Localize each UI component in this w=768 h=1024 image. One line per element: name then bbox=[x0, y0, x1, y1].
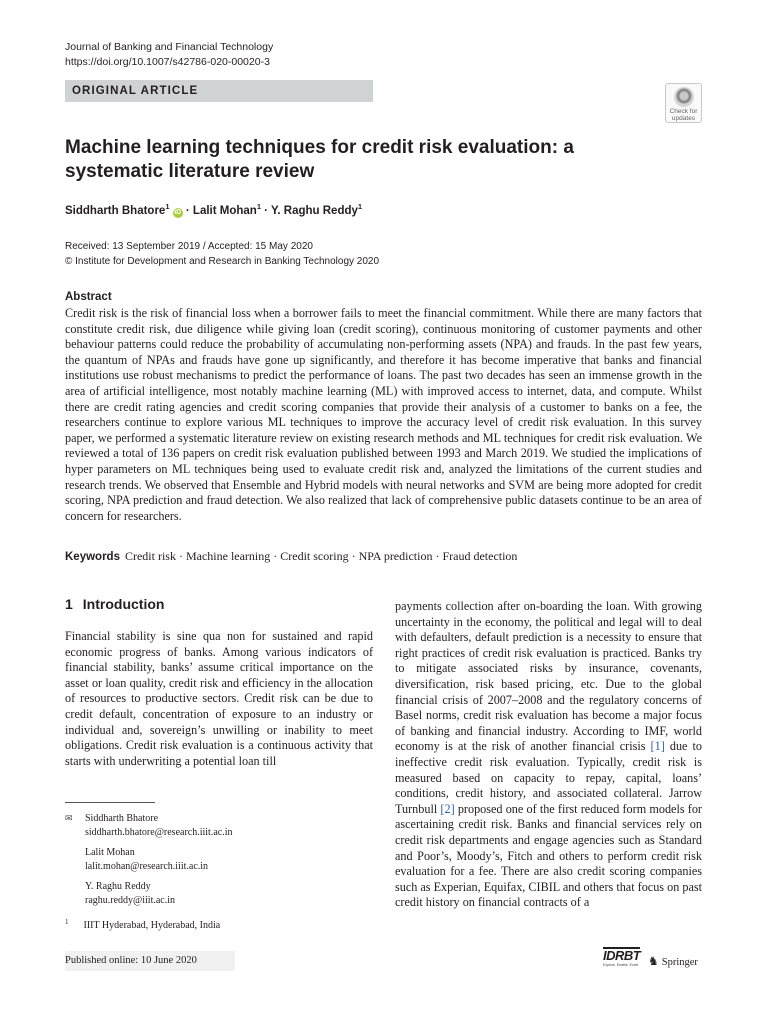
corresponding-author-marker bbox=[65, 812, 83, 826]
section-title: Introduction bbox=[82, 596, 165, 612]
author-name[interactable]: Lalit Mohan bbox=[192, 204, 257, 217]
intro-right-column bbox=[395, 599, 702, 911]
affiliation-footnote bbox=[65, 916, 220, 933]
check-updates-icon bbox=[674, 87, 694, 107]
published-online-date: Published online: 10 June 2020 bbox=[65, 955, 197, 966]
received-accepted-dates: Received: 13 September 2019 / Accepted: 15 May 2020 bbox=[65, 241, 313, 252]
idrbt-logo bbox=[603, 947, 640, 969]
publication-dates bbox=[65, 240, 379, 269]
orcid-icon[interactable]: iD bbox=[174, 208, 182, 216]
author-list bbox=[65, 202, 362, 218]
citation-link[interactable]: [2] bbox=[440, 801, 455, 816]
intro-right-text: payments collection after on-boarding the loan. With growing uncertainty in the economy, the political and legal will to deal with defaulters, default prediction is a necessity to ensure that right practices of credit risk evaluation is practiced. Banks try to mitigate associated risks by insurance, covenants, diversification, risk based pricing, etc. Due to the global financial crisis of 2007–2008 and the regulatory concerns of Basel norms, credit risk evaluation has become a major focus of banking and financial industry. According to IMF, world economy is at the risk of another financial crisis bbox=[395, 599, 702, 754]
author-affiliation-mark: 1 bbox=[357, 202, 363, 211]
author-separator: · bbox=[182, 204, 193, 217]
check-updates-label-2: updates bbox=[671, 115, 696, 122]
contact-name: Y. Raghu Reddy bbox=[85, 881, 151, 892]
springer-horse-icon: ♞ bbox=[648, 954, 659, 968]
affiliation-text: IIIT Hyderabad, Hyderabad, India bbox=[83, 920, 221, 931]
contact-name: Lalit Mohan bbox=[85, 847, 135, 858]
abstract-text: Credit risk is the risk of financial loss when a borrower fails to meet the financial commitment. While there are many factors that constitute credit risk, due diligence while giving loan (credit scoring), continuous monitoring of customer payments and other behaviour patterns could reduce the probability of accumulating non-performing assets (NPA) and frauds. In the past few years, the quantum of NPAs and frauds have gone up significantly, and therefore it has become imperative that banks and financial institutions use robust mechanisms to predict the performance of loans. The past two decades has seen an immense growth in the area of artificial intelligence, most notably machine learning (ML) with improved access to internet, data, and compute. Whilst there are credit rating agencies and credit scoring companies that provide their analysis of a customer to banks on a fee, the researchers continue to explore various ML techniques to improve the accuracy level of credit risk evaluation. In this survey paper, we performed a systematic literature review on existing research methods and ML techniques for credit risk evaluation. We reviewed a total of 136 papers on credit risk evaluation published between 1993 and March 2019. We studied the implications of hyper parameters on ML techniques being used to evaluate credit risk and, analyzed the limitations of the current studies and research trends. We observed that Ensemble and Hybrid models with neural networks and SVM are being more adopted for credit scoring, NPA prediction and fraud detection. We also realized that lack of comprehensive public datasets continue to be an area of concern for researchers. bbox=[65, 306, 702, 523]
footnote-divider bbox=[65, 802, 155, 803]
author-name[interactable]: Siddharth Bhatore bbox=[65, 204, 166, 217]
section-heading bbox=[65, 596, 164, 612]
intro-right-text: proposed one of the first reduced form models for ascertaining credit risk. Banks and financial services rely on credit risk departments and engage agencies such as Standard and Poor’s, Moody’s, Fitch and others to perform credit risk evaluation for a fee. There are also credit scoring companies such as Experian, Equifax, CIBIL and others that focus on past credit history on financial contracts of a bbox=[395, 801, 702, 910]
affiliation-mark: 1 bbox=[65, 918, 69, 926]
citation-link[interactable]: [1] bbox=[650, 739, 665, 754]
contact-email[interactable]: lalit.mohan@research.iiit.ac.in bbox=[85, 860, 209, 872]
journal-name: Journal of Banking and Financial Technology bbox=[65, 41, 274, 53]
keywords-heading: Keywords bbox=[65, 551, 120, 563]
springer-logo bbox=[648, 954, 698, 969]
contact-name: Siddharth Bhatore bbox=[85, 813, 159, 824]
journal-info bbox=[65, 40, 273, 70]
author-contacts bbox=[85, 812, 233, 907]
keywords-line bbox=[65, 549, 517, 564]
contact-email[interactable]: raghu.reddy@iiit.ac.in bbox=[85, 894, 176, 906]
doi-link[interactable]: https://doi.org/10.1007/s42786-020-00020-3 bbox=[65, 56, 270, 68]
author-affiliation-mark: 1 bbox=[256, 202, 261, 211]
section-number: 1 bbox=[65, 596, 73, 612]
author-separator: · bbox=[260, 204, 271, 217]
envelope-icon: ✉ bbox=[65, 813, 73, 823]
check-for-updates-button[interactable] bbox=[665, 83, 702, 123]
intro-left-column: Financial stability is sine qua non for sustained and rapid economic progress of banks. Among various indicators of financial stability, banks’ assume critical importance on the asset or loan quality, credit risk and efficiency in the allocation of resources to productive sectors. Credit risk can be due to credit default, concentration of exposure to an industry or individual and, sovereign’s unwilling or inability to meet obligations. Credit risk evaluation is a continuous activity that starts with underwriting a potential loan till bbox=[65, 629, 373, 768]
idrbt-wordmark: IDRBT bbox=[603, 948, 641, 963]
article-type-banner: ORIGINAL ARTICLE bbox=[65, 80, 373, 102]
idrbt-tagline: Explore. Enable. Excel bbox=[603, 963, 639, 967]
contact-email[interactable]: siddharth.bhatore@research.iiit.ac.in bbox=[85, 826, 233, 838]
author-affiliation-mark: 1 bbox=[165, 202, 170, 211]
abstract-heading: Abstract bbox=[65, 291, 112, 303]
keywords-list: Credit risk · Machine learning · Credit scoring · NPA prediction · Fraud detection bbox=[124, 549, 518, 563]
check-updates-label-1: Check for bbox=[669, 108, 698, 115]
intro-right-text: due to ineffective credit risk evaluation. Typically, credit risk is measured based on capacity to repay, capital, loans’ conditions, credit history, and associated collateral. Jarrow Turnbull bbox=[395, 739, 703, 816]
springer-wordmark: Springer bbox=[661, 957, 698, 968]
copyright-notice: © Institute for Development and Research in Banking Technology 2020 bbox=[65, 255, 380, 267]
author-name[interactable]: Y. Raghu Reddy bbox=[271, 204, 358, 217]
article-title: Machine learning techniques for credit risk evaluation: a systematic literature review bbox=[65, 137, 574, 182]
